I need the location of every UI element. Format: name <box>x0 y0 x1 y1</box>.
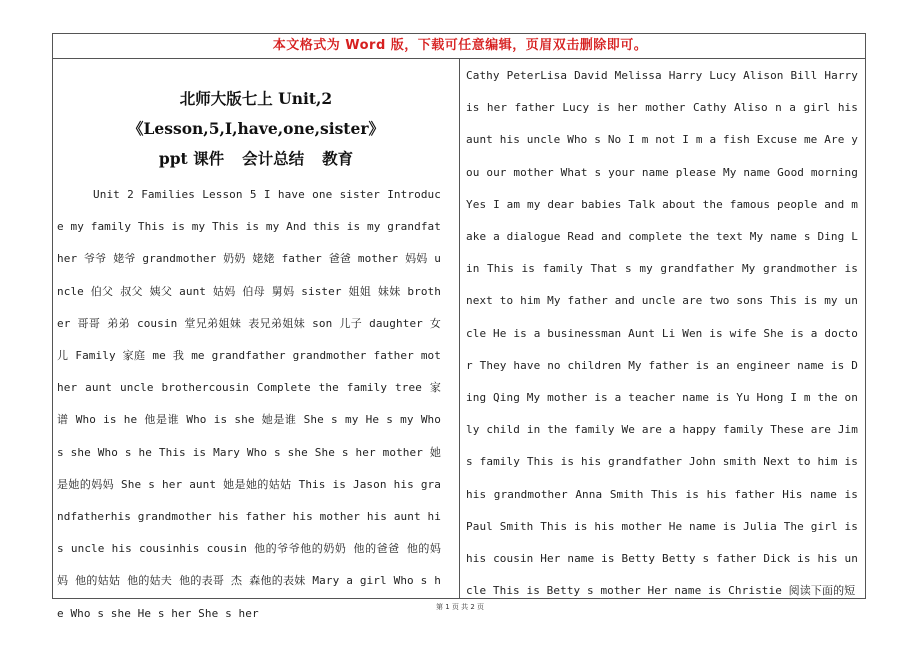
title-line-2 <box>56 144 456 174</box>
document-title <box>56 84 456 174</box>
page-number: 第 1 页 共 2 页 <box>435 603 485 611</box>
title-line-2-b: 会计总结 <box>242 149 305 168</box>
column-divider <box>459 58 460 599</box>
body-text-left: Unit 2 Families Lesson 5 I have one sister Introduce my family This is my This is my And this is my grandfather 爷爷 姥爷 grandmother 奶奶 姥姥 father 爸爸 mother 妈妈 uncle 伯父 叔父 姨父 aunt 姑妈 伯母 舅妈 sister 姐姐 妹妹 brother 哥哥 弟弟 cousin 堂兄弟姐妹 表兄弟姐妹 son 儿子 daughter 女儿 Family 家庭 me 我 me grandfather grandmother father mother aunt uncle brothercousin Complete the family tree 家谱 Who is he 他是谁 Who is she 她是谁 She s my He s my Who s she Who s he This is Mary Who s she She s her mother 她是她的妈妈 She s her aunt 她是她的姑姑 This is Jason his grandfatherhis grandmother his father his mother his aunt his uncle his cousinhis cousin 他的爷爷他的奶奶 他的爸爸 他的妈妈 他的姑姑 他的姑夫 他的表哥 杰 森他的表妹 Mary a girl Who s he Who s she He s her She s her <box>57 188 441 620</box>
title-line-1: 北师大版七上 Unit,2《Lesson,5,I,have,one,sister》 <box>127 89 384 138</box>
header-notice: 本文格式为 Word 版，下载可任意编辑，页眉双击删除即可。 <box>272 38 648 53</box>
body-text-right: Cathy PeterLisa David Melissa Harry Lucy Alison Bill Harry is her father Lucy is her mother Cathy Aliso n a girl his aunt his uncle Who s No I m not I m a fish Excuse me Are you our mother What s your name please My name Good morning Yes I am my dear babies Talk about the famous people and make a dialogue Read and complete the text My name s Ding Lin This is family That s my grandfather My grandmother is next to him My father and uncle are two sons This is my uncle He is a businessman Aunt Li Wen is wife She is a doctor They have no children My father is an engineer name is Ding Qing My mother is a teacher name is Yu Hong I m the only child in the family We are a happy family These are Jim s family This is his grandfather John smith Next to him is his grandmother Anna Smith This is his father His name is Paul Smith This is his mother He name is Julia The girl is his cousin Her name is Betty Betty s father Dick is his uncle This is Betty s mother Her name is Christie 阅读下面的短 <box>466 69 858 598</box>
title-line-2-a: ppt 课件 <box>158 149 225 168</box>
title-line-2-c: 教育 <box>322 149 354 168</box>
